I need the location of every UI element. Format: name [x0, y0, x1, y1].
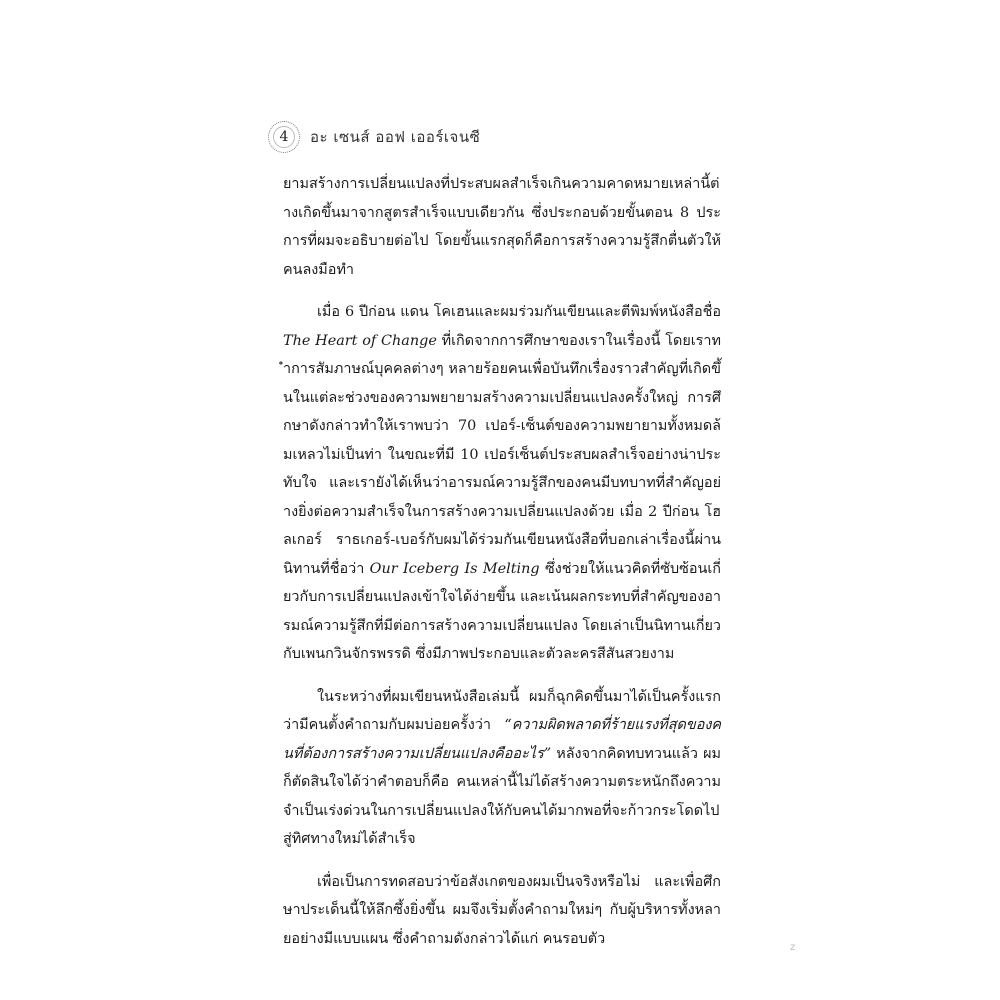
paragraph-1: ยามสร้างการเปลี่ยนแปลงที่ประสบผลสำเร็จเกินความคาดหมายเหล่านี้ต่างเกิดขึ้นมาจากสูตรสำเร็จแบบเดียวกัน ซึ่งประกอบด้วยขั้นตอน 8 ประการที่ผมจะอธิบายต่อไป โดยขั้นแรกสุดก็คือการสร้างความรู้สึกตื่นตัวให้คนลงมือทำ [283, 176, 721, 278]
paragraph-2-part-c: ซึ่งช่วยให้แนวคิดที่ซับซ้อนเกี่ยวกับการเปลี่ยนแปลงเข้าใจได้ง่ายขึ้น และเน้นผลกระทบที่สำคัญของอารมณ์ความรู้สึกที่มีต่อการสร้างความเปลี่ยนแปลง โดยเล่าเป็นนิทานเกี่ยวกับเพนกวินจักรพรรดิ ซึ่งมีภาพประกอบและตัวละครสีสันสวยงาม [283, 560, 722, 662]
page-number: 4 [279, 129, 289, 145]
body-text [283, 170, 721, 967]
question-quote: “ความผิดพลาดที่ร้ายแรงที่สุดของคนที่ต้องการสร้างความเปลี่ยนแปลงคืออะไร” [283, 717, 721, 762]
book-title-our-iceberg: Our Iceberg Is Melting [369, 560, 540, 577]
page-header [268, 120, 480, 154]
page-number-badge [268, 121, 300, 153]
corner-mark: z [790, 942, 796, 953]
paragraph-3-part-b: หลังจากคิดทบทวนแล้ว ผมก็ตัดสินใจได้ว่าคำตอบก็คือ คนเหล่านี้ไม่ได้สร้างความตระหนักถึงความจำเป็นเร่งด่วนในการเปลี่ยนแปลงให้กับคนได้มากพอที่จะก้าวกระโดดไปสู่ทิศทางใหม่ได้สำเร็จ [283, 745, 721, 847]
book-title-heart-of-change: The Heart of Change [283, 332, 437, 349]
paragraph-2-part-b: ที่เกิดจากการศึกษาของเราในเรื่องนี้ โดยเราทำการสัมภาษณ์บุคคลต่างๆ หลายร้อยคนเพื่อบันทึกเรื่องราวสำคัญที่เกิดขึ้นในแต่ละช่วงของความพยายามสร้างความเปลี่ยนแปลงครั้งใหญ่ การศึกษาดังกล่าวทำให้เราพบว่า 70 เปอร์-เซ็นต์ของความพยายามทั้งหมดล้มเหลวไม่เป็นท่า ในขณะที่มี 10 เปอร์เซ็นต์ประสบผลสำเร็จอย่างน่าประทับใจ และเรายังได้เห็นว่าอารมณ์ความรู้สึกของคนมีบทบาทที่สำคัญอย่างยิ่งต่อความสำเร็จในการสร้างความเปลี่ยนแปลงด้วย เมื่อ 2 ปีก่อน โฮลเกอร์ ราธเกอร์-เบอร์กับผมได้ร่วมกันเขียนหนังสือที่บอกเล่าเรื่องนี้ผ่านนิทานที่ชื่อว่า [283, 332, 721, 577]
paragraph-2-part-a: เมื่อ 6 ปีก่อน แดน โคเฮนและผมร่วมกันเขียนและตีพิมพ์หนังสือชื่อ [317, 304, 721, 320]
running-title: อะ เซนส์ ออฟ เออร์เจนซี [310, 128, 481, 146]
paragraph-3 [283, 683, 721, 854]
paragraph-4: เพื่อเป็นการทดสอบว่าข้อสังเกตของผมเป็นจริงหรือไม่ และเพื่อศึกษาประเด็นนี้ให้ลึกซึ้งยิ่งขึ้น ผมจึงเริ่มตั้งคำถามใหม่ๆ กับผู้บริหารทั้งหลายอย่างมีแบบแผน ซึ่งคำถามดังกล่าวได้แก่ คนรอบตัว [283, 873, 721, 947]
paragraph-2 [283, 298, 721, 669]
paragraph-3-part-a: ในระหว่างที่ผมเขียนหนังสือเล่มนี้ ผมก็ฉุกคิดขึ้นมาได้เป็นครั้งแรกว่ามีคนตั้งคำถามกับผมบ่อยครั้งว่า [283, 688, 721, 733]
